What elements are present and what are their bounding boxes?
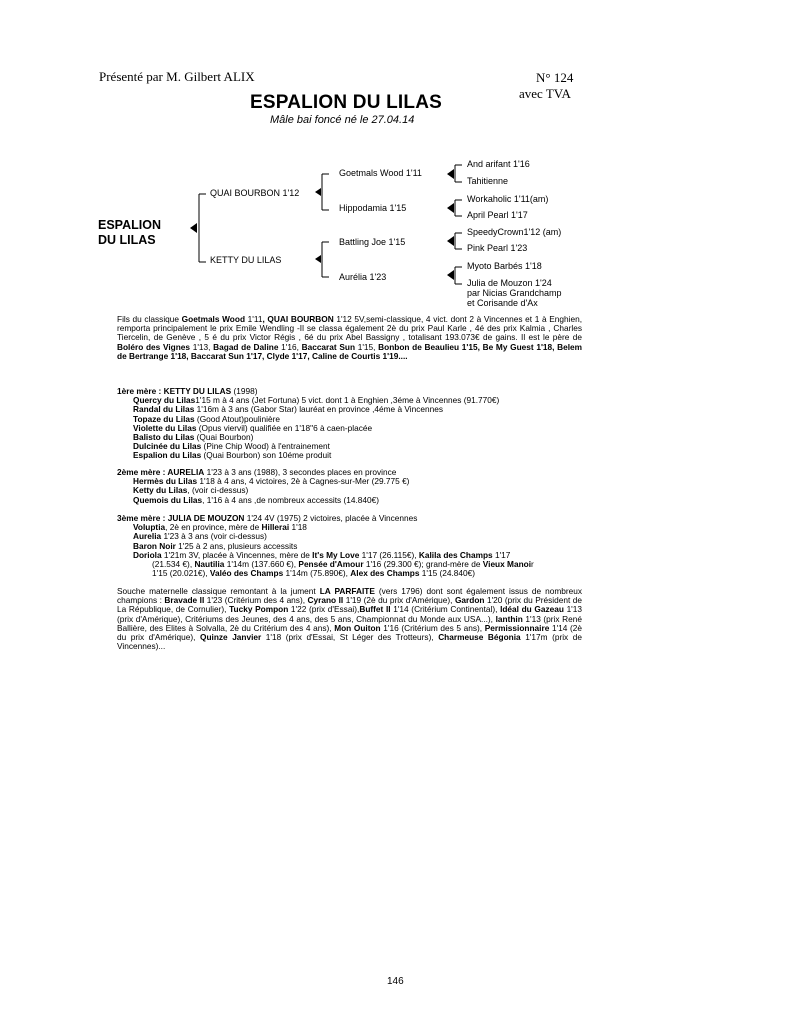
dam1-section (117, 387, 499, 461)
pedigree-gen2-2: Hippodamia 1'15 (339, 203, 407, 213)
dam3-line: Doriola 1'21m 3V, placée à Vincennes, mère de It's My Love 1'17 (26.115€), Kalila des Champs 1'17 (133, 549, 511, 560)
pedigree-gen3-6: Pink Pearl 1'23 (467, 243, 528, 253)
tva-note: avec TVA (519, 86, 571, 101)
horse-subtitle: Mâle bai foncé né le 27.04.14 (270, 114, 415, 126)
pedigree-gen3-8: Julia de Mouzon 1'24 (467, 278, 552, 288)
dam3-heading: 3ème mère : JULIA DE MOUZON 1'24 4V (1975) 2 victoires, placée à Vincennes (117, 513, 418, 523)
pedigree-gen3-1: And arifant 1'16 (467, 159, 530, 169)
dam3-line: Aurelia 1'23 à 3 ans (voir ci-dessus) (133, 531, 267, 542)
dam1-line: Randal du Lilas 1'16m à 3 ans (Gabor Star) lauréat en province ,4éme à Vincennes (133, 404, 443, 415)
dam1-line: Balisto du Lilas (Quai Bourbon) (133, 432, 254, 443)
dam1-line: Quercy du Lilas1'15 m à 4 ans (Jet Fortuna) 5 vict. dont 1 à Enghien ,3éme à Vincennes (91.770€) (133, 395, 500, 406)
pedigree-gen3-3: Workaholic 1'11(am) (467, 194, 549, 204)
pedigree-horse-name-2: DU LILAS (98, 233, 156, 247)
page-number: 146 (387, 976, 404, 987)
pedigree-tree-lines (0, 0, 791, 320)
dam2-line: Quemois du Lilas, 1'16 à 4 ans ,de nombreux accessits (14.840€) (133, 494, 379, 505)
pedigree-gen2-1: Goetmals Wood 1'11 (339, 168, 422, 178)
lot-number: N° 124 (536, 70, 574, 85)
dam2-heading: 2ème mère : AURELIA 1'23 à 3 ans (1988), 3 secondes places en province (117, 467, 397, 477)
sire-paragraph: Fils du classique Goetmals Wood 1'11, QUAI BOURBON 1'12 5V,semi-classique, 4 vict. dont 2 à Vincennes et 1 à Enghien, remporta principalement le prix Emile Wendling -Il se classa également 2è du prix Paul Karle , 4é des prix Kalmia , Charles Tiercelin, de Genève , 5 é du prix Victor Régis , 6é du prix Abel Bassigny , totalisant 193.073€ de gains. Il est le père de Boléro des Vignes 1'13, Bagad de Daline 1'16, Baccarat Sun 1'15, Bonbon de Beaulieu 1'15, Be My Guest 1'18, Belem de Bertrange 1'18, Baccarat Sun 1'17, Clyde 1'17, Caline de Courtis 1'19.... (117, 314, 583, 361)
dam3-section (117, 514, 534, 578)
pedigree-gen3-5: SpeedyCrown1'12 (am) (467, 227, 562, 237)
dam2-section (117, 468, 409, 505)
dam3-line: 1'15 (20.021€), Valéo des Champs 1'14m (75.890€), Alex des Champs 1'15 (24.840€) (152, 568, 476, 579)
pedigree-gen3-note-2: et Corisande d'Ax (467, 298, 538, 308)
dam2-line: Hermès du Lilas 1'18 à 4 ans, 4 victoires, 2è à Cagnes-sur-Mer (29.775 €) (133, 476, 410, 487)
dam2-line: Ketty du Lilas, (voir ci-dessus) (133, 485, 249, 496)
pedigree-gen3-7: Myoto Barbés 1'18 (467, 261, 542, 271)
pedigree-gen3-note-1: par Nicias Grandchamp (467, 288, 562, 298)
pedigree-gen3-4: April Pearl 1'17 (467, 210, 528, 220)
pedigree-dam: KETTY DU LILAS (210, 255, 282, 265)
dam1-line: Violette du Lilas (Opus viervil) qualifiée en 1'18"6 à caen-placée (133, 422, 373, 433)
horse-title: ESPALION DU LILAS (250, 92, 442, 113)
pedigree-gen2-3: Battling Joe 1'15 (339, 237, 406, 247)
pedigree-sire: QUAI BOURBON 1'12 (210, 188, 300, 198)
dam3-line: (21.534 €), Nautilia 1'14m (137.660 €), Pensée d'Amour 1'16 (29.300 €); grand-mère de Vieux Manoir (152, 559, 534, 570)
presenter-text: Présenté par M. Gilbert ALIX (99, 69, 255, 84)
dam1-line: Dulcinée du Lilas (Pine Chip Wood) à l'entrainement (133, 441, 330, 452)
pedigree-horse-name-1: ESPALION (98, 218, 161, 232)
dam1-heading: 1ère mère : KETTY DU LILAS (1998) (117, 386, 258, 396)
pedigree-gen3-2: Tahitienne (467, 176, 509, 186)
dam3-line: Baron Noir 1'25 à 2 ans, plusieurs accessits (133, 540, 298, 551)
dam1-line: Espalion du Lilas (Quai Bourbon) son 10éme produit (133, 450, 332, 461)
dam1-line: Topaze du Lilas (Good Atout)poulinière (133, 413, 280, 424)
souche-paragraph: Souche maternelle classique remontant à la jument LA PARFAITE (vers 1796) dont sont également issus de nombreux champions : Bravade II 1'23 (Critérium des 4 ans), Cyrano II 1'19 (2è du prix d'Amérique), Gardon 1'20 (prix du Président de La République, de Cornulier), Tucky Pompon 1'22 (prix d'Essai),Buffet II 1'14 (Critérium Continental), Idéal du Gazeau 1'13 (prix d'Amérique), Critériums des Jeunes, des 4 ans, des 5 ans, Championnat du Monde aux USA...), Ianthin 1'13 (prix René Ballière, des Elites à Solvalla, 2è du Critérium des 4 ans), Mon Ouiton 1'16 (Critérium des 5 ans), Permissionnaire 1'14 (2è du prix d'Amérique), Quinze Janvier 1'18 (prix d'Essai, St Léger des Trotteurs), Charmeuse Bégonia 1'17m (prix de Vincennes)... (117, 586, 583, 652)
pedigree-gen2-4: Aurélia 1'23 (339, 272, 387, 282)
dam3-line: Voluptia, 2è en province, mère de Hillerai 1'18 (133, 522, 307, 533)
